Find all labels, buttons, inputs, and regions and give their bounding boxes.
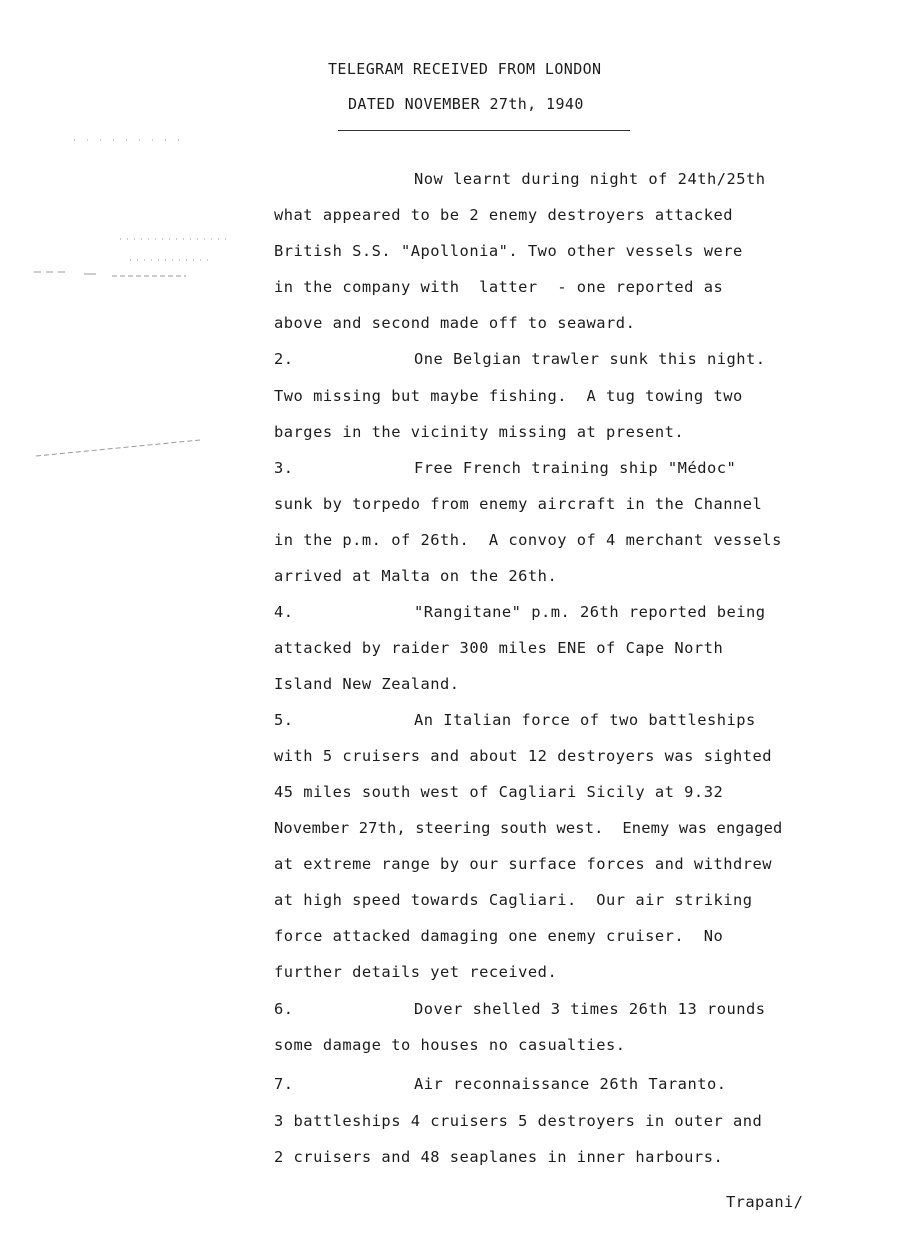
body-line: further details yet received. — [274, 963, 558, 981]
telegram-title: TELEGRAM RECEIVED FROM LONDON — [328, 60, 602, 78]
paragraph-number: 5. — [274, 711, 294, 729]
body-line: Dover shelled 3 times 26th 13 rounds — [414, 1000, 766, 1018]
body-line: barges in the vicinity missing at present. — [274, 423, 685, 441]
paragraph-number: 2. — [274, 350, 294, 368]
body-line: at extreme range by our surface forces and withdrew — [274, 855, 773, 873]
body-line: "Rangitane" p.m. 26th reported being — [414, 603, 766, 621]
body-line: An Italian force of two battleships — [414, 711, 756, 729]
body-line: Island New Zealand. — [274, 675, 460, 693]
body-line: attacked by raider 300 miles ENE of Cape North — [274, 639, 724, 657]
body-line: at high speed towards Cagliari. Our air striking — [274, 891, 753, 909]
body-line: Air reconnaissance 26th Taranto. — [414, 1075, 727, 1093]
body-line: One Belgian trawler sunk this night. — [414, 350, 766, 368]
body-line: British S.S. "Apollonia". Two other vessels were — [274, 242, 743, 260]
body-line: Free French training ship "Médoc" — [414, 459, 737, 477]
body-line: force attacked damaging one enemy cruiser. No — [274, 927, 724, 945]
body-line: sunk by torpedo from enemy aircraft in the Channel — [274, 495, 763, 513]
body-line: some damage to houses no casualties. — [274, 1036, 626, 1054]
paragraph-number: 6. — [274, 1000, 294, 1018]
telegram-date: DATED NOVEMBER 27th, 1940 — [348, 95, 584, 113]
paragraph-number: 7. — [274, 1075, 294, 1093]
body-line: Two missing but maybe fishing. A tug towing two — [274, 387, 743, 405]
margin-marks — [0, 0, 260, 470]
header-divider — [338, 130, 630, 131]
body-line: arrived at Malta on the 26th. — [274, 567, 558, 585]
body-line: 45 miles south west of Cagliari Sicily at 9.32 — [274, 783, 724, 801]
body-line: 3 battleships 4 cruisers 5 destroyers in outer and — [274, 1112, 763, 1130]
body-line: Now learnt during night of 24th/25th — [414, 170, 766, 188]
body-line: 2 cruisers and 48 seaplanes in inner harbours. — [274, 1148, 724, 1166]
body-line: what appeared to be 2 enemy destroyers attacked — [274, 206, 733, 224]
body-line: with 5 cruisers and about 12 destroyers was sighted — [274, 747, 773, 765]
body-line: above and second made off to seaward. — [274, 314, 636, 332]
paragraph-number: 4. — [274, 603, 294, 621]
body-line: in the company with latter - one reported as — [274, 278, 724, 296]
catchword: Trapani/ — [726, 1193, 804, 1211]
paragraph-number: 3. — [274, 459, 294, 477]
body-line: in the p.m. of 26th. A convoy of 4 merchant vessels — [274, 531, 782, 549]
body-line: November 27th, steering south west. Enemy was engaged — [274, 819, 783, 837]
